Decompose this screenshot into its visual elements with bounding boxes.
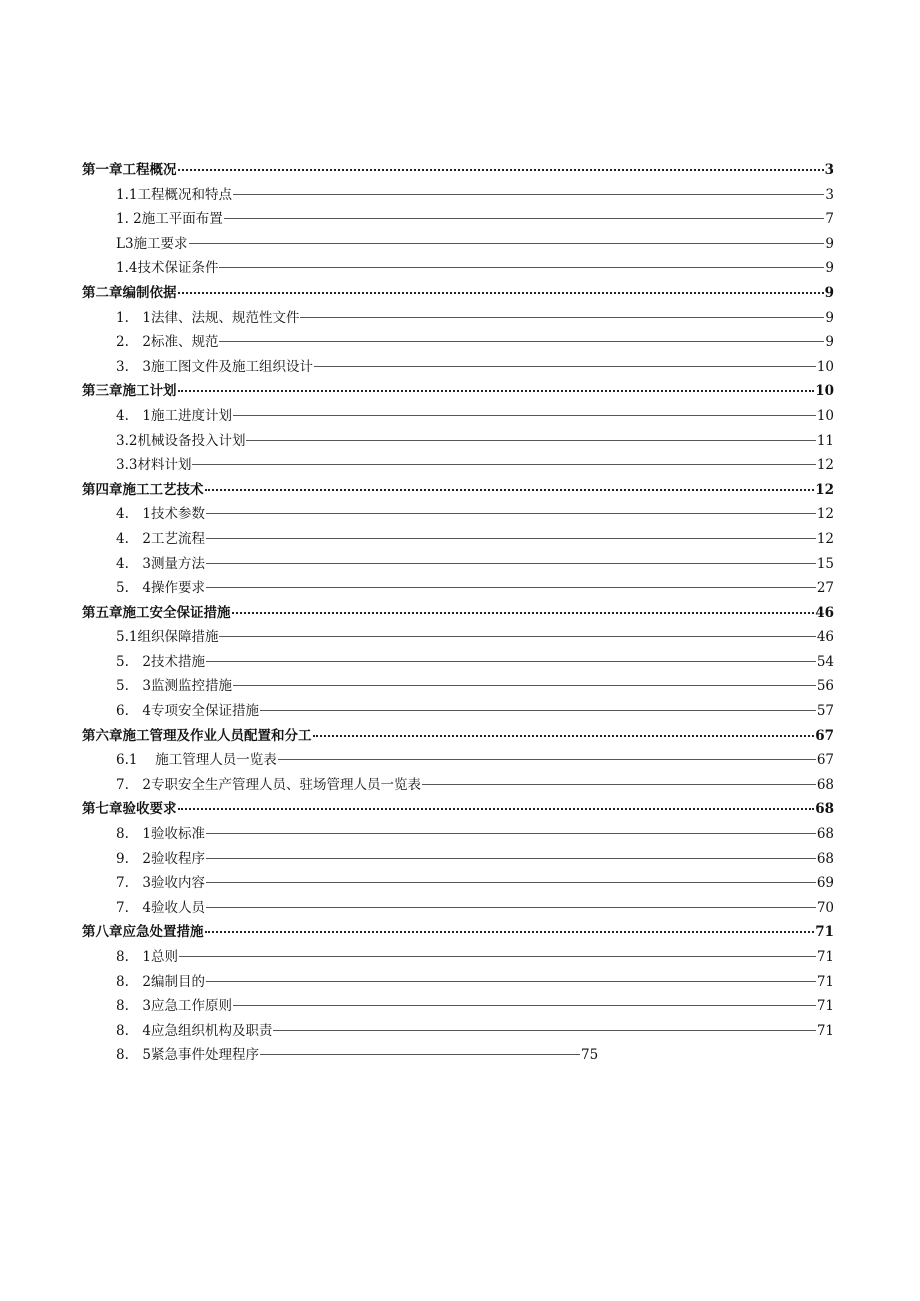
toc-page-number: 15 [816,555,834,572]
toc-entry-title: 第八章应急处置措施 [82,924,204,941]
toc-entry-title: 第七章验收要求 [82,801,177,818]
toc-page-number: 10 [816,358,834,375]
toc-page-number: 67 [816,752,834,769]
toc-leader-line [273,1030,815,1031]
toc-entry-title: 第四章施工工艺技术 [82,481,204,498]
toc-entry-title: 第三章施工计划 [82,383,177,400]
toc-chapter-entry[interactable] [82,478,834,503]
toc-page-number: 67 [815,727,834,744]
toc-page-number: 12 [815,481,834,498]
toc-entry-title: 第一章工程概况 [82,162,177,178]
toc-section-entry[interactable] [82,183,834,208]
toc-page-number: 27 [816,580,834,597]
toc-leader-line [422,784,816,785]
toc-page-number: 56 [816,678,834,695]
toc-leader-line [206,563,816,564]
toc-leader-line [219,341,824,342]
toc-entry-title: 1. 1法律、法规、规范性文件 [116,309,300,326]
toc-entry-title: 第六章施工管理及作业人员配置和分工 [82,727,312,744]
toc-section-entry[interactable] [82,576,834,601]
toc-chapter-entry[interactable] [82,281,834,306]
toc-page-number: 9 [825,309,834,326]
toc-entry-title: 3.2机械设备投入计划 [116,432,246,449]
toc-page-number: 71 [816,949,834,965]
toc-entry-title: 1.1工程概况和特点 [116,186,232,203]
toc-page-number: 9 [824,284,834,301]
toc-entry-title: 3.3材料计划 [116,457,192,474]
toc-entry-title: 9. 2验收程序 [116,850,205,867]
toc-entry-title: 5. 2技术措施 [116,653,205,670]
toc-leader-line [233,415,816,416]
toc-page-number: 71 [815,924,834,941]
toc-leader-line [233,1005,816,1006]
toc-section-entry[interactable] [82,822,834,847]
toc-page-number: 71 [816,1022,834,1039]
toc-section-entry[interactable] [82,773,834,798]
toc-section-entry[interactable] [82,355,834,380]
toc-page-number: 46 [816,629,834,646]
toc-section-entry[interactable] [82,1043,834,1068]
toc-leader-line [206,661,816,662]
toc-section-entry[interactable] [82,674,834,699]
toc-leader-line [206,833,816,834]
toc-section-entry[interactable] [82,945,834,970]
toc-entry-title: 1. 2施工平面布置 [116,211,223,228]
toc-section-entry[interactable] [82,1019,834,1044]
toc-entry-title: 7. 4验收人员 [116,899,205,916]
toc-section-entry[interactable] [82,502,834,527]
toc-section-entry[interactable] [82,847,834,872]
toc-chapter-entry[interactable] [82,797,834,822]
toc-section-entry[interactable] [82,527,834,552]
toc-leader-line [178,808,815,810]
toc-page-number: 68 [816,850,834,867]
toc-entry-title: 1.4技术保证条件 [116,260,219,277]
toc-page-number: 3 [824,162,834,178]
toc-entry-title: 7. 3验收内容 [116,875,205,892]
toc-leader-line [233,194,824,195]
toc-section-entry[interactable] [82,650,834,675]
toc-page-number: 57 [816,703,834,720]
toc-leader-line [206,538,816,539]
toc-entry-title: 第二章编制依据 [82,284,177,301]
toc-page-number: 71 [816,998,834,1015]
toc-section-entry[interactable] [82,429,834,454]
toc-leader-line [260,710,816,711]
toc-page-number: 75 [580,1047,599,1064]
toc-entry-title: 4. 3测量方法 [116,555,205,572]
toc-page-number: 70 [816,899,834,916]
toc-entry-title: 4. 1技术参数 [116,506,205,523]
toc-leader-line [205,489,815,491]
toc-entry-title: 8. 3应急工作原则 [116,998,232,1015]
toc-entry-title: 第五章施工安全保证措施 [82,604,231,621]
toc-page-number: 7 [825,211,834,228]
toc-entry-title: 8. 4应急组织机构及职责 [116,1022,273,1039]
toc-section-entry[interactable] [82,552,834,577]
toc-page-number: 11 [816,432,834,449]
toc-leader-line [246,440,815,441]
toc-leader-line [178,390,815,392]
toc-entry-title: 4. 2工艺流程 [116,530,205,547]
toc-leader-line [219,636,815,637]
toc-entry-title: 6.1 施工管理人员一览表 [116,752,277,769]
toc-chapter-entry[interactable] [82,158,834,183]
toc-chapter-entry[interactable] [82,601,834,626]
toc-page-number: 68 [815,801,834,818]
toc-page-number: 9 [825,334,834,351]
toc-entry-title: 4. 1施工进度计划 [116,407,232,424]
toc-entry-title: 2. 2标准、规范 [116,334,219,351]
toc-leader-line [189,243,825,244]
toc-page-number: 9 [825,260,834,277]
toc-leader-line [313,735,815,737]
toc-page-number: 12 [816,457,834,474]
toc-entry-title: L3施工要求 [116,235,188,252]
toc-section-entry[interactable] [82,453,834,478]
toc-leader-line [206,513,816,514]
toc-page-number: 71 [816,973,834,990]
toc-leader-line [233,685,816,686]
toc-page-number: 54 [816,653,834,670]
toc-entry-title: 5. 4操作要求 [116,580,205,597]
toc-leader-line [179,956,816,957]
toc-entry-title: 8. 5紧急事件处理程序 [116,1047,259,1064]
toc-page-number: 9 [825,235,834,252]
toc-leader-line [232,612,815,614]
toc-leader-line [278,759,816,760]
toc-leader-line [224,218,825,219]
toc-page-number: 46 [815,604,834,621]
toc-section-entry[interactable] [82,207,834,232]
toc-section-entry[interactable] [82,970,834,995]
toc-page-number: 10 [816,407,834,424]
toc-leader-line [178,169,824,171]
toc-section-entry[interactable] [82,330,834,355]
toc-section-entry[interactable] [82,699,834,724]
toc-leader-line [192,464,815,465]
toc-entry-title: 8. 2编制目的 [116,973,205,990]
toc-page-number: 68 [816,826,834,843]
toc-leader-line [205,931,815,933]
toc-section-entry[interactable] [82,256,834,281]
toc-entry-title: 8. 1总则 [116,949,178,965]
toc-page-number: 68 [816,776,834,793]
toc-section-entry[interactable] [82,994,834,1019]
toc-entry-title: 8. 1验收标准 [116,826,205,843]
toc-page-number: 3 [825,186,834,203]
toc-leader-line [206,907,816,908]
toc-leader-line [206,587,816,588]
toc-page-number: 10 [815,383,834,400]
toc-page-number: 12 [816,530,834,547]
toc-section-entry[interactable] [82,625,834,650]
toc-leader-line [206,858,816,859]
toc-section-entry[interactable] [82,404,834,429]
table-of-contents [82,158,834,1068]
toc-page-number: 12 [816,506,834,523]
toc-leader-line [219,267,824,268]
toc-entry-title: 7. 2专职安全生产管理人员、驻场管理人员一览表 [116,776,421,793]
toc-entry-title: 6. 4专项安全保证措施 [116,703,259,720]
toc-entry-title: 5.1组织保障措施 [116,629,219,646]
toc-leader-line [314,366,816,367]
toc-page-number: 69 [816,875,834,892]
toc-section-entry[interactable] [82,748,834,773]
toc-chapter-entry[interactable] [82,379,834,404]
toc-chapter-entry[interactable] [82,724,834,749]
toc-chapter-entry[interactable] [82,920,834,945]
toc-section-entry[interactable] [82,896,834,921]
toc-entry-title: 5. 3监测监控措施 [116,678,232,695]
toc-leader-line [300,317,824,318]
toc-leader-line [206,981,816,982]
toc-section-entry[interactable] [82,871,834,896]
toc-section-entry[interactable] [82,232,834,257]
toc-leader-line [206,882,816,883]
toc-leader-line [260,1054,580,1055]
toc-leader-line [178,292,824,294]
toc-entry-title: 3. 3施工图文件及施工组织设计 [116,358,313,375]
toc-section-entry[interactable] [82,306,834,331]
